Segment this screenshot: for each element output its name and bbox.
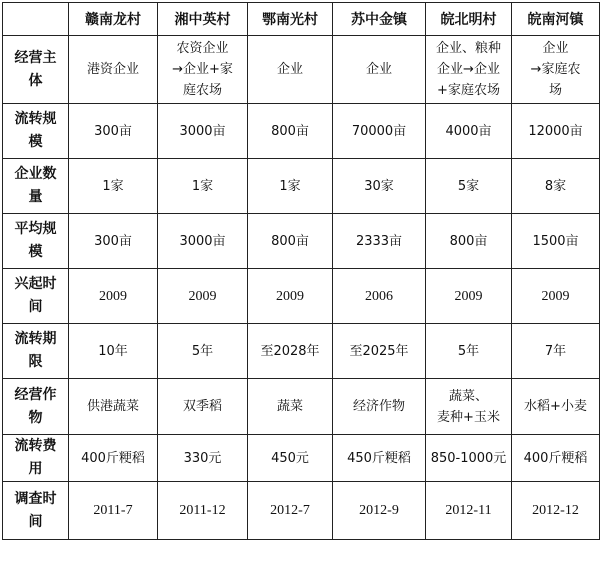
cell-line: 至2025年 — [349, 343, 409, 359]
row-label-line: 兴起时 — [14, 276, 57, 292]
table-cell — [158, 269, 248, 324]
table-cell — [158, 379, 248, 435]
row-label-line: 用 — [28, 461, 43, 477]
cell-line: 场 — [548, 83, 562, 98]
row-label-line: 经营作 — [14, 386, 57, 403]
table-cell — [158, 104, 248, 159]
table-cell — [248, 324, 333, 379]
cell-line: 水稻+小麦 — [524, 399, 587, 414]
table-cell — [426, 269, 512, 324]
table-cell — [333, 214, 426, 269]
table-row-transfer-term — [3, 324, 600, 379]
row-label — [3, 269, 69, 324]
cell-line: →企业+家 — [172, 62, 233, 77]
cell-line: 麦种+玉米 — [437, 409, 500, 425]
table-cell — [158, 324, 248, 379]
row-label — [3, 482, 69, 540]
row-label-line: 模 — [28, 244, 43, 260]
cell-line: 企业 — [365, 62, 392, 77]
row-label — [3, 104, 69, 159]
table-cell — [333, 379, 426, 435]
cell-line: 双季稻 — [182, 399, 222, 414]
table-cell — [333, 104, 426, 159]
column-header-suzhong-jin: 苏中金镇 — [333, 3, 426, 36]
cell-line: 1家 — [191, 178, 214, 194]
table-cell — [426, 324, 512, 379]
table-row-transfer-fee — [3, 435, 600, 482]
cell-line: 450斤粳稻 — [347, 450, 411, 466]
column-header-xiangzhong-ying: 湘中英村 — [158, 3, 248, 36]
table-cell — [248, 482, 333, 540]
table-cell — [333, 269, 426, 324]
land-transfer-table — [2, 2, 600, 540]
table-cell — [158, 214, 248, 269]
table-cell — [69, 379, 158, 435]
table-cell — [512, 214, 600, 269]
cell-line: 10年 — [98, 343, 128, 359]
row-label-line: 流转规 — [14, 111, 57, 127]
table-row-transfer-scale — [3, 104, 600, 159]
cell-line: 企业 — [542, 41, 569, 56]
cell-line: 2012-9 — [359, 503, 399, 518]
cell-line: 30家 — [364, 178, 394, 194]
column-header-enan-guang: 鄂南光村 — [248, 3, 333, 36]
row-label-line: 量 — [28, 189, 43, 205]
table-cell — [512, 324, 600, 379]
cell-line: 蔬菜 — [276, 399, 303, 414]
table-row-average-scale — [3, 214, 600, 269]
cell-line: 1500亩 — [532, 233, 579, 249]
cell-line: →家庭农 — [530, 62, 581, 77]
cell-line: 5年 — [457, 343, 480, 359]
cell-line: 850-1000元 — [430, 450, 507, 466]
table-cell — [512, 269, 600, 324]
header-row — [3, 3, 600, 36]
row-label-line: 经营主 — [14, 49, 57, 66]
row-label-line: 限 — [28, 354, 43, 370]
row-label-line: 平均规 — [14, 221, 57, 237]
table-cell — [248, 269, 333, 324]
cell-line: 至2028年 — [260, 343, 320, 359]
table-cell — [426, 214, 512, 269]
table-row-start-year — [3, 269, 600, 324]
cell-line: 400斤粳稻 — [523, 450, 588, 466]
cell-line: 70000亩 — [351, 123, 407, 139]
cell-line: 企业→企业 — [437, 62, 500, 77]
table-cell — [512, 36, 600, 104]
column-header-wannan-he: 皖南河镇 — [512, 3, 600, 36]
table-cell — [512, 435, 600, 482]
cell-line: 7年 — [544, 343, 567, 359]
table-cell — [69, 214, 158, 269]
cell-line: 2006 — [365, 288, 393, 304]
table-cell — [512, 379, 600, 435]
row-label-line: 间 — [28, 513, 43, 530]
cell-line: +家庭农场 — [437, 83, 500, 98]
cell-line: 5年 — [191, 343, 214, 359]
cell-line: 2009 — [454, 288, 483, 304]
row-label-line: 间 — [28, 299, 43, 315]
cell-line: 2012-7 — [270, 503, 310, 518]
table-cell — [426, 159, 512, 214]
column-header-ganan-long: 赣南龙村 — [69, 3, 158, 36]
row-label-line: 企业数 — [14, 166, 57, 182]
cell-line: 2011-12 — [179, 503, 226, 518]
cell-line: 300亩 — [94, 233, 132, 249]
table-cell — [426, 104, 512, 159]
table-cell — [333, 159, 426, 214]
cell-line: 企业 — [276, 62, 303, 77]
row-label — [3, 435, 69, 482]
cell-line: 330元 — [183, 450, 222, 466]
table-cell — [158, 482, 248, 540]
cell-line: 3000亩 — [179, 233, 226, 249]
cell-line: 2009 — [99, 288, 127, 304]
row-label-line: 调查时 — [14, 490, 57, 507]
table-cell — [248, 104, 333, 159]
corner-cell — [3, 3, 69, 36]
cell-line: 2012-12 — [532, 503, 579, 518]
cell-line: 庭农场 — [182, 83, 222, 98]
cell-line: 港资企业 — [86, 62, 139, 77]
cell-line: 2009 — [541, 288, 570, 304]
cell-line: 农资企业 — [176, 41, 229, 56]
row-label-line: 流转费 — [14, 438, 57, 454]
row-label-line: 体 — [28, 72, 43, 89]
table-cell — [248, 36, 333, 104]
table-cell — [69, 159, 158, 214]
table-cell — [158, 159, 248, 214]
cell-line: 1家 — [279, 178, 301, 194]
table-cell — [248, 159, 333, 214]
row-label — [3, 324, 69, 379]
cell-line: 5家 — [457, 178, 480, 194]
cell-line: 蔬菜、 — [448, 388, 488, 404]
table-cell — [333, 482, 426, 540]
cell-line: 300亩 — [94, 123, 132, 139]
cell-line: 8家 — [544, 178, 567, 194]
table-cell — [426, 482, 512, 540]
row-label-line: 物 — [28, 409, 43, 426]
table-cell — [248, 214, 333, 269]
cell-line: 3000亩 — [179, 123, 226, 139]
table-cell — [512, 482, 600, 540]
table-row-survey-date — [3, 482, 600, 540]
cell-line: 1家 — [102, 178, 124, 194]
table-cell — [333, 324, 426, 379]
column-header-wanbei-ming: 皖北明村 — [426, 3, 512, 36]
row-label — [3, 379, 69, 435]
cell-line: 企业、粮种 — [435, 41, 501, 56]
row-label-line: 模 — [28, 134, 43, 150]
table-cell — [69, 482, 158, 540]
table-cell — [69, 104, 158, 159]
cell-line: 800亩 — [271, 233, 309, 249]
table-row-crops — [3, 379, 600, 435]
table-cell — [512, 159, 600, 214]
table-cell — [158, 36, 248, 104]
cell-line: 2009 — [276, 288, 304, 304]
cell-line: 经济作物 — [352, 399, 405, 414]
cell-line: 2012-11 — [445, 503, 492, 518]
cell-line: 450元 — [271, 450, 309, 466]
table-cell — [426, 36, 512, 104]
table-cell — [69, 435, 158, 482]
cell-line: 2011-7 — [93, 503, 133, 518]
cell-line: 800亩 — [449, 233, 488, 249]
cell-line: 2333亩 — [355, 233, 403, 249]
table-cell — [69, 36, 158, 104]
row-label — [3, 36, 69, 104]
table-cell — [158, 435, 248, 482]
cell-line: 400斤粳稻 — [81, 450, 145, 466]
table-cell — [512, 104, 600, 159]
cell-line: 2009 — [188, 288, 217, 304]
cell-line: 800亩 — [271, 123, 309, 139]
cell-line: 供港蔬菜 — [86, 399, 139, 414]
table-cell — [426, 379, 512, 435]
table-cell — [69, 324, 158, 379]
row-label — [3, 214, 69, 269]
table-row-operating-entity — [3, 36, 600, 104]
cell-line: 12000亩 — [528, 123, 583, 139]
table-cell — [69, 269, 158, 324]
table-cell — [333, 36, 426, 104]
cell-line: 4000亩 — [445, 123, 492, 139]
table-cell — [248, 435, 333, 482]
table-cell — [426, 435, 512, 482]
table-row-enterprise-count — [3, 159, 600, 214]
row-label-line: 流转期 — [14, 331, 57, 347]
row-label — [3, 159, 69, 214]
table-cell — [333, 435, 426, 482]
table-cell — [248, 379, 333, 435]
